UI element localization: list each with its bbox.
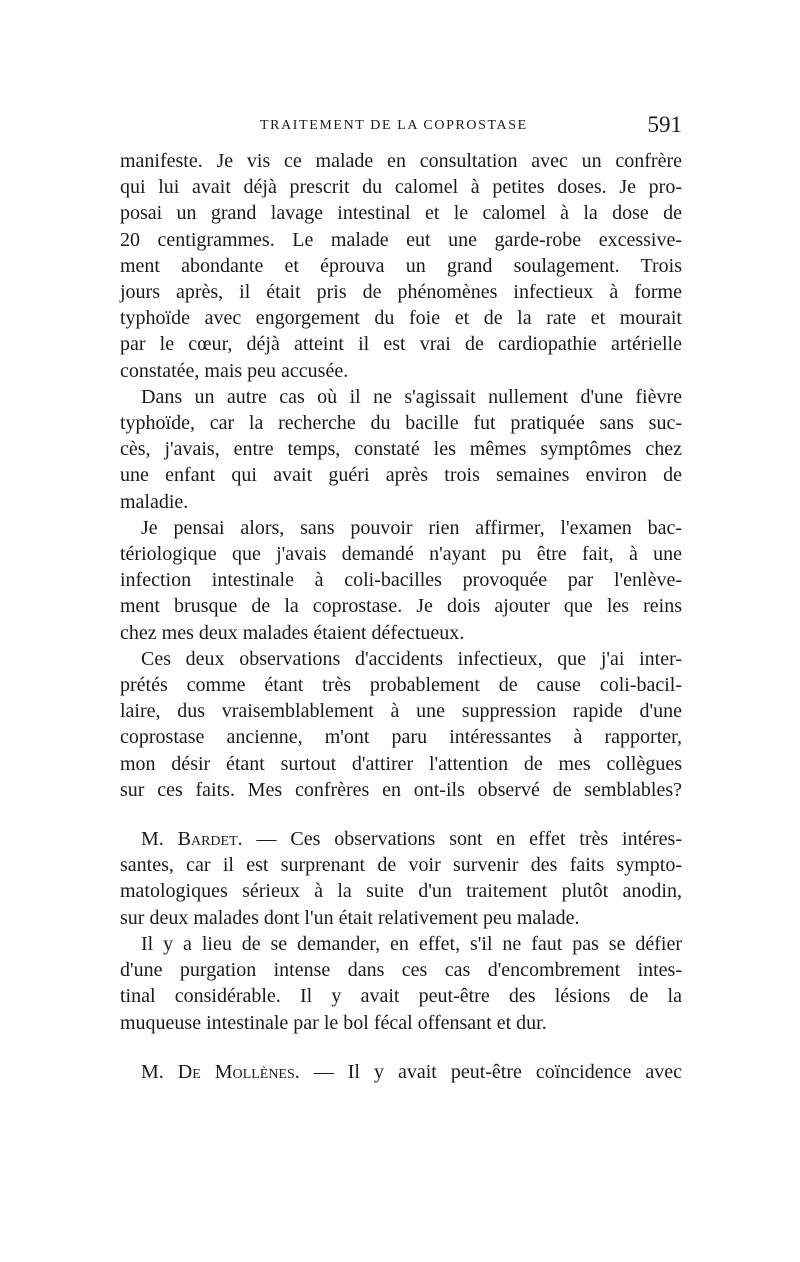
text-line: coprostase ancienne, m'ont paru intéressantes à rapporter,: [120, 726, 682, 749]
paragraph-1: [120, 148, 682, 384]
text-line: ment abondante et éprouva un grand soulagement. Trois: [120, 254, 682, 277]
text-line: matologiques sérieux à la suite d'un traitement plutôt anodin,: [120, 880, 682, 903]
text-line: muqueuse intestinale par le bol fécal offensant et dur.: [120, 1011, 547, 1034]
body-text: [120, 148, 682, 1085]
text-line: posai un grand lavage intestinal et le calomel à la dose de: [120, 202, 682, 225]
paragraph-4: [120, 646, 682, 803]
section-gap: [120, 1036, 682, 1059]
paragraph-6: [120, 931, 682, 1036]
text-line: constatée, mais peu accusée.: [120, 359, 349, 382]
text-line: laire, dus vraisemblablement à une suppression rapide d'une: [120, 700, 682, 723]
text-line: sur ces faits. Mes confrères en ont-ils observé de semblables?: [120, 778, 682, 801]
text-line: [120, 1059, 682, 1085]
paragraph-2: [120, 384, 682, 515]
text-line: tériologique que j'avais demandé n'ayant pu être fait, à une: [120, 543, 682, 566]
text-line: santes, car il est surprenant de voir survenir des faits sympto-: [120, 854, 682, 877]
paragraph-5: [120, 826, 682, 931]
text-line: typhoïde avec engorgement du foie et de la rate et mourait: [120, 307, 682, 330]
text-line: cès, j'avais, entre temps, constaté les mêmes symptômes chez: [120, 438, 682, 461]
text-line: jours après, il était pris de phénomènes infectieux à forme: [120, 281, 682, 304]
text-line: infection intestinale à coli-bacilles provoquée par l'enlève-: [120, 569, 682, 592]
text-line: manifeste. Je vis ce malade en consultation avec un confrère: [120, 150, 682, 172]
speaker-name: M. De Mollènes.: [141, 1060, 300, 1083]
page-number: 591: [647, 112, 682, 137]
text-line: qui lui avait déjà prescrit du calomel à petites doses. Je pro-: [120, 176, 682, 199]
text-line: Il y a lieu de se demander, en effet, s'il ne faut pas se défier: [141, 932, 682, 955]
text-line: prétés comme étant très probablement de cause coli-bacil-: [120, 674, 682, 697]
text-line: 20 centigrammes. Le malade eut une garde-robe excessive-: [120, 228, 682, 251]
speaker-text: — Il y avait peut-être coïncidence avec: [299, 1060, 682, 1083]
text-line: une enfant qui avait guéri après trois semaines environ de: [120, 464, 682, 487]
text-line: d'une purgation intense dans ces cas d'encombrement intes-: [120, 959, 682, 982]
paragraph-7: [120, 1059, 682, 1085]
running-title: TRAITEMENT DE LA COPROSTASE: [260, 118, 528, 133]
paragraph-3: [120, 515, 682, 646]
text-line: [120, 826, 682, 852]
text-line: Ces deux observations d'accidents infectieux, que j'ai inter-: [141, 647, 682, 670]
text-line: Je pensai alors, sans pouvoir rien affirmer, l'examen bac-: [141, 516, 682, 539]
section-gap: [120, 803, 682, 826]
text-line: par le cœur, déjà atteint il est vrai de cardiopathie artérielle: [120, 333, 682, 356]
text-line: mon désir étant surtout d'attirer l'attention de mes collègues: [120, 752, 682, 775]
speaker-text: — Ces observations sont en effet très intéres-: [242, 828, 682, 851]
text-line: Dans un autre cas où il ne s'agissait nullement d'une fièvre: [141, 385, 682, 408]
text-line: typhoïde, car la recherche du bacille fut pratiquée sans suc-: [120, 412, 682, 435]
text-line: chez mes deux malades étaient défectueux.: [120, 621, 465, 644]
text-line: maladie.: [120, 490, 189, 513]
text-line: tinal considérable. Il y avait peut-être des lésions de la: [120, 985, 682, 1008]
running-head: [120, 112, 682, 146]
text-line: sur deux malades dont l'un était relativement peu malade.: [120, 906, 580, 929]
text-line: ment brusque de la coprostase. Je dois ajouter que les reins: [120, 595, 682, 618]
speaker-name: M. Bardet.: [141, 828, 243, 851]
